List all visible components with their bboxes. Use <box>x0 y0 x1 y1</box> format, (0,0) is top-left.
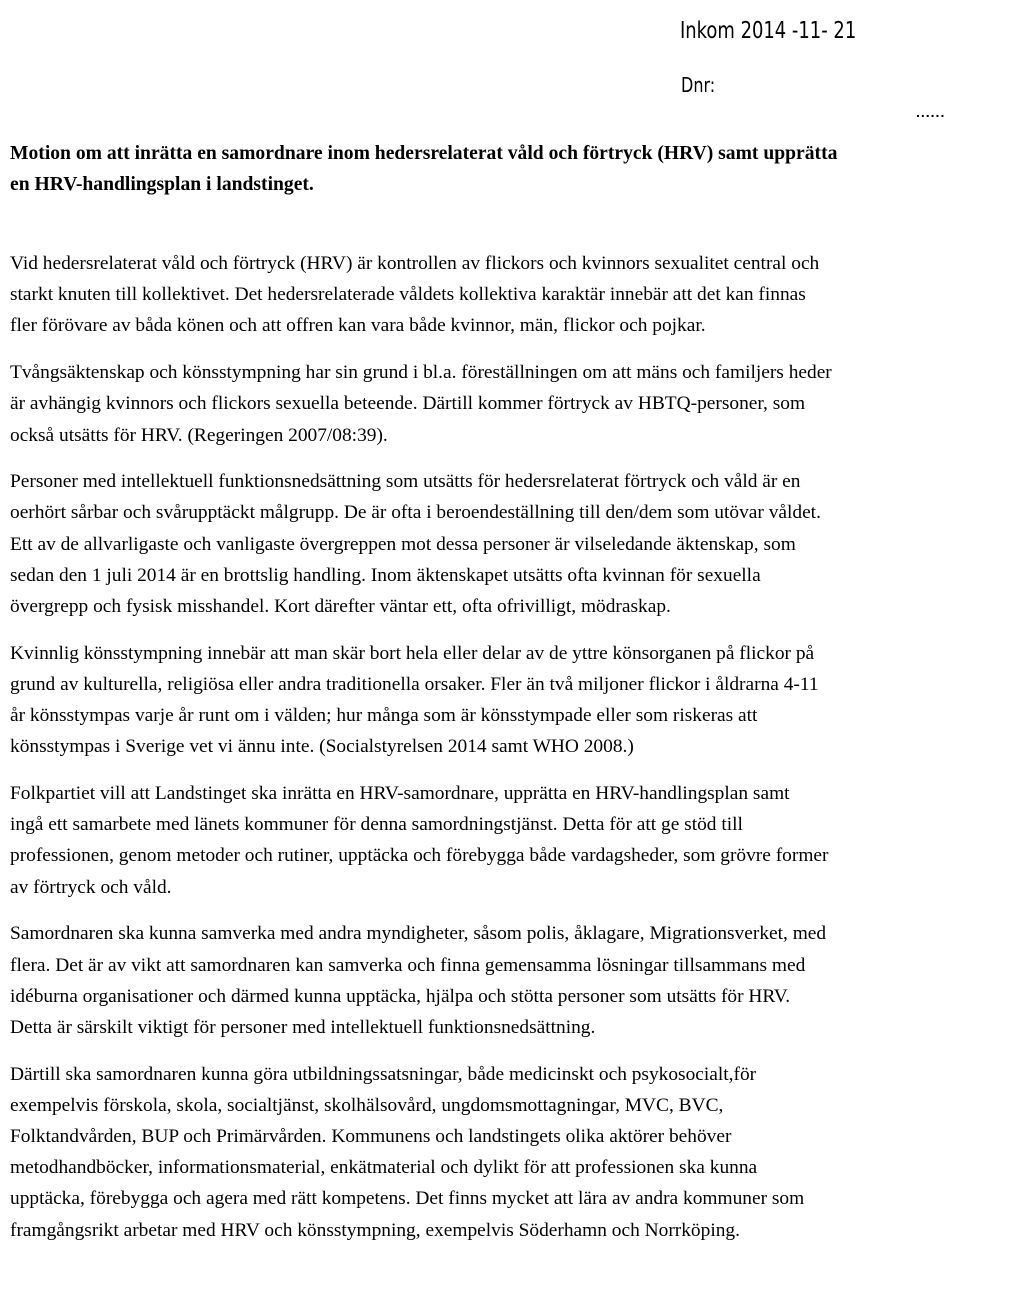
paragraph-cooperation: Samordnaren ska kunna samverka med andra myndigheter, såsom polis, åklagare, Migrationsverket, med flera. Det är av vikt att samordnaren kan samverka och finna gemensamma lösningar tillsammans med idéburna organisationer och därmed kunna upptäcka, hjälpa och stötta personer som utsätts för HRV. Detta är särskilt viktigt för personer med intellektuell funktionsnedsättning. <box>10 923 827 1038</box>
motion-body <box>10 248 1024 1261</box>
paragraph-fgm: Kvinnlig könsstympning innebär att man skär bort hela eller delar av de yttre könsorganen på flickor på grund av kulturella, religiösa eller andra traditionella orsaker. Fler än två miljoner flickor i åldrarna 4-11 år könsstympas varje år runt om i välden; hur många som är könsstympade eller som riskeras att könsstympas i Sverige vet vi ännu inte. (Socialstyrelsen 2014 samt WHO 2008.) <box>10 642 819 758</box>
paragraph-intro: Vid hedersrelaterat våld och förtryck (HRV) är kontrollen av flickors och kvinnors sexualitet central och starkt knuten till kollektivet. Det hedersrelaterade våldets kollektiva karaktär innebär att det kan finnas fler förövare av båda könen och att offren kan vara både kvinnor, män, flickor och pojkar. <box>10 253 820 337</box>
registration-number-dots: ...... <box>916 104 946 120</box>
motion-title: Motion om att inrätta en samordnare inom hedersrelaterat våld och förtryck (HRV) samt upprätta en HRV-handlingsplan i landstinget. <box>10 143 838 195</box>
received-date-stamp: Inkom 2014 -11- 21 <box>680 18 857 44</box>
registration-number-label: Dnr: <box>681 73 716 97</box>
paragraph-proposal: Folkpartiet vill att Landstinget ska inrätta en HRV-samordnare, upprätta en HRV-handlingsplan samt ingå ett samarbete med länets kommuner för denna samordningstjänst. Detta för att ge stöd till professionen, genom metoder och rutiner, upptäcka och förebygga både vardagsheder, som grövre former av förtryck och våld. <box>10 783 829 898</box>
paragraph-intellectual-disability: Personer med intellektuell funktionsnedsättning som utsätts för hedersrelaterat förtryck och våld är en oerhört sårbar och svårupptäckt målgrupp. De är ofta i beroendeställning till den/dem som utövar våldet. Ett av de allvarligaste och vanligaste övergreppen mot dessa personer är vilseledande äktenskap, som sedan den 1 juli 2014 är en brottslig handling. Inom äktenskapet utsätts ofta kvinnan för sexuella övergrepp och fysisk misshandel. Kort därefter väntar ett, ofta ofrivilligt, mödraskap. <box>10 471 821 618</box>
paragraph-training: Därtill ska samordnaren kunna göra utbildningssatsningar, både medicinskt och psykosocialt,för exempelvis förskola, skola, socialtjänst, skolhälsovård, ungdomsmottagningar, MVC, BVC, Folktandvården, BUP och Primärvården. Kommunens och landstingets olika aktörer behöver metodhandböcker, informationsmaterial, enkätmaterial och dylikt för att professionen ska kunna upptäcka, förebygga och agera med rätt kompetens. Det finns mycket att lära av andra kommuner som framgångsrikt arbetar med HRV och könsstympning, exempelvis Söderhamn och Norrköping. <box>10 1063 805 1241</box>
paragraph-forced-marriage: Tvångsäktenskap och könsstympning har sin grund i bl.a. föreställningen om att mäns och familjers heder är avhängig kvinnors och flickors sexuella beteende. Därtill kommer förtryck av HBTQ-personer, som också utsätts för HRV. (Regeringen 2007/08:39). <box>10 362 832 446</box>
